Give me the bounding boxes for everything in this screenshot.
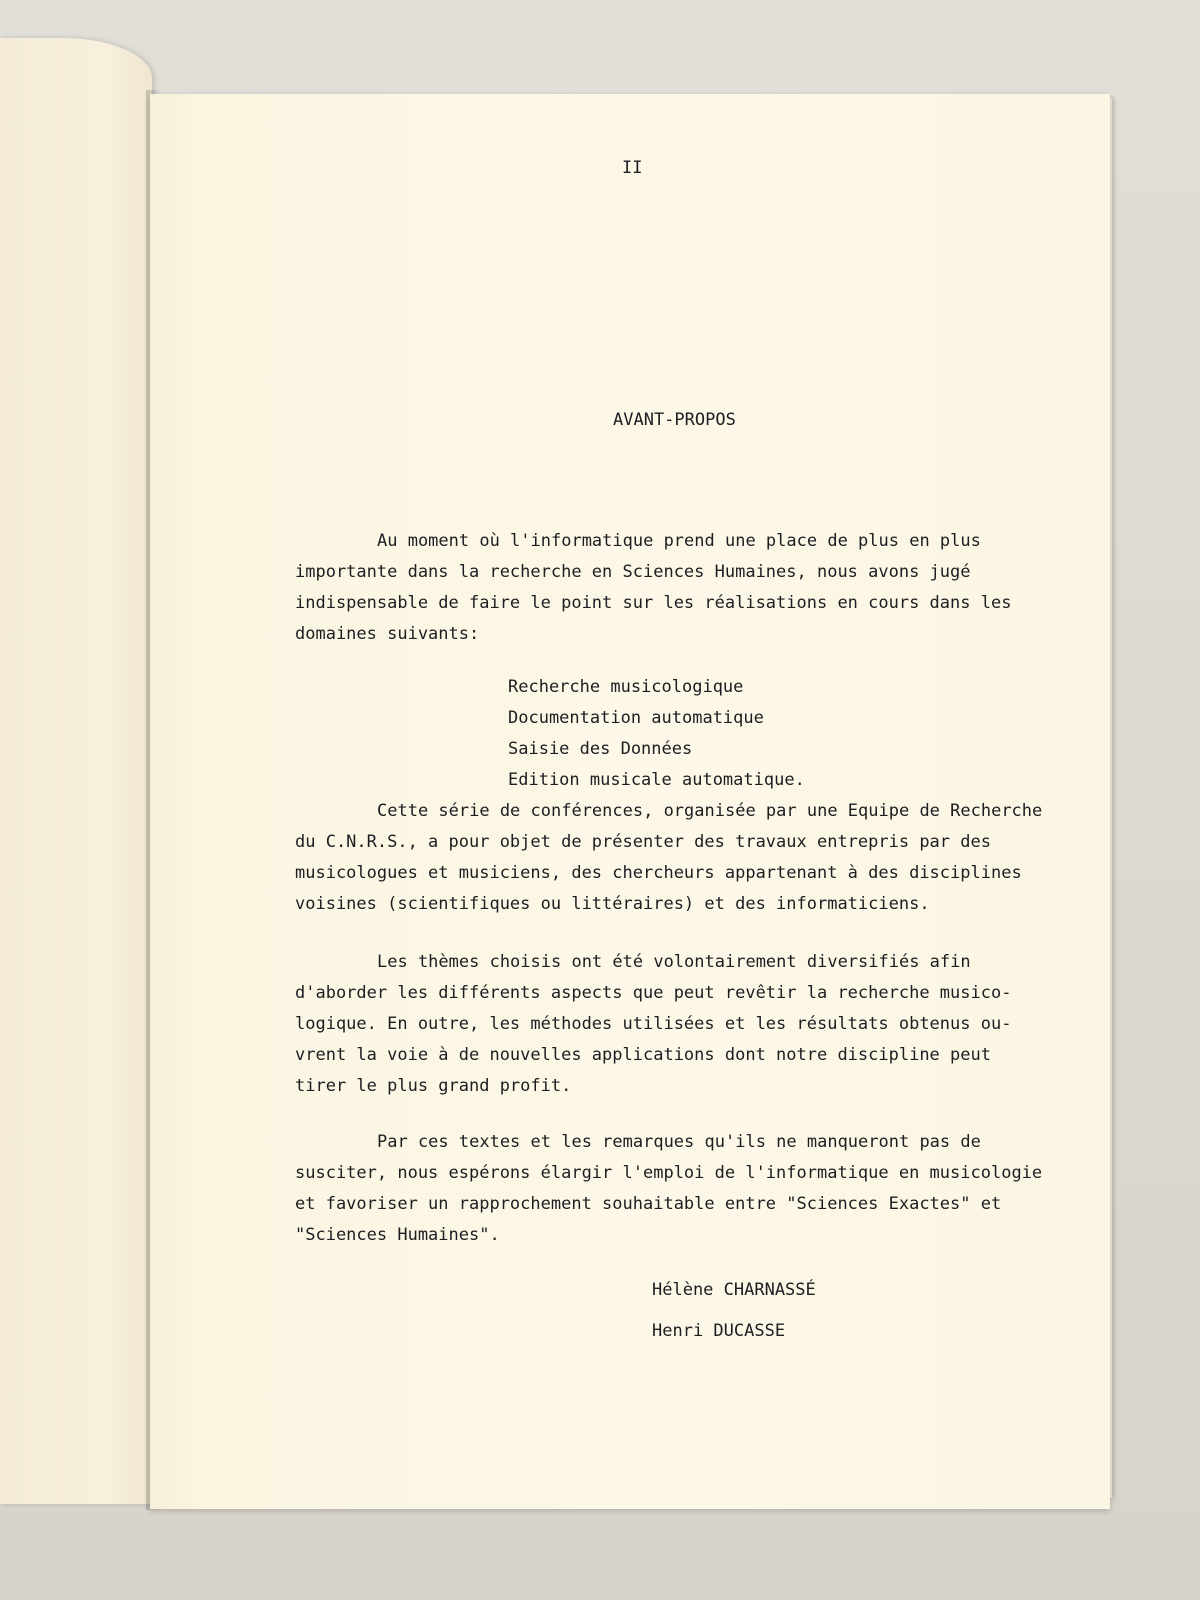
text-line: tirer le plus grand profit.	[295, 1076, 572, 1096]
text-line: Les thèmes choisis ont été volontairement diversifiés afin	[377, 952, 971, 972]
text-line: d'aborder les différents aspects que peut revêtir la recherche musico-	[295, 983, 1012, 1003]
domains-list	[508, 672, 805, 796]
text-line: vrent la voie à de nouvelles applications dont notre discipline peut	[295, 1045, 991, 1065]
text-line: voisines (scientifiques ou littéraires) et des informaticiens.	[295, 894, 930, 914]
text-line: indispensable de faire le point sur les réalisations en cours dans les	[295, 593, 1012, 613]
left-page	[0, 38, 152, 1504]
text-line: musicologues et musiciens, des chercheurs appartenant à des disciplines	[295, 863, 1022, 883]
text-line: domaines suivants:	[295, 624, 480, 644]
text-line: "Sciences Humaines".	[295, 1225, 500, 1245]
page-title: AVANT-PROPOS	[613, 410, 736, 430]
paragraph-themes	[295, 947, 1055, 1102]
list-item: Saisie des Données	[508, 739, 693, 759]
text-line: Au moment où l'informatique prend une place de plus en plus	[377, 531, 981, 551]
text-line: Par ces textes et les remarques qu'ils ne manqueront pas de	[377, 1132, 981, 1152]
text-line: du C.N.R.S., a pour objet de présenter des travaux entrepris par des	[295, 832, 991, 852]
text-line: logique. En outre, les méthodes utilisées et les résultats obtenus ou-	[295, 1014, 1012, 1034]
list-item: Edition musicale automatique.	[508, 770, 805, 790]
text-line: Cette série de conférences, organisée par une Equipe de Recherche	[377, 801, 1043, 821]
page-number: II	[622, 158, 643, 178]
signature-ducasse: Henri DUCASSE	[652, 1321, 786, 1341]
list-item: Recherche musicologique	[508, 677, 744, 697]
text-line: importante dans la recherche en Sciences Humaines, nous avons jugé	[295, 562, 971, 582]
text-line: et favoriser un rapprochement souhaitable entre "Sciences Exactes" et	[295, 1194, 1002, 1214]
paragraph-conferences	[295, 796, 1055, 920]
right-page	[150, 94, 1110, 1509]
paragraph-intro	[295, 526, 1055, 650]
signature-charnasse: Hélène CHARNASSÉ	[652, 1280, 816, 1300]
text-line: susciter, nous espérons élargir l'emploi de l'informatique en musicologie	[295, 1163, 1043, 1183]
list-item: Documentation automatique	[508, 708, 764, 728]
paragraph-closing	[295, 1127, 1055, 1251]
